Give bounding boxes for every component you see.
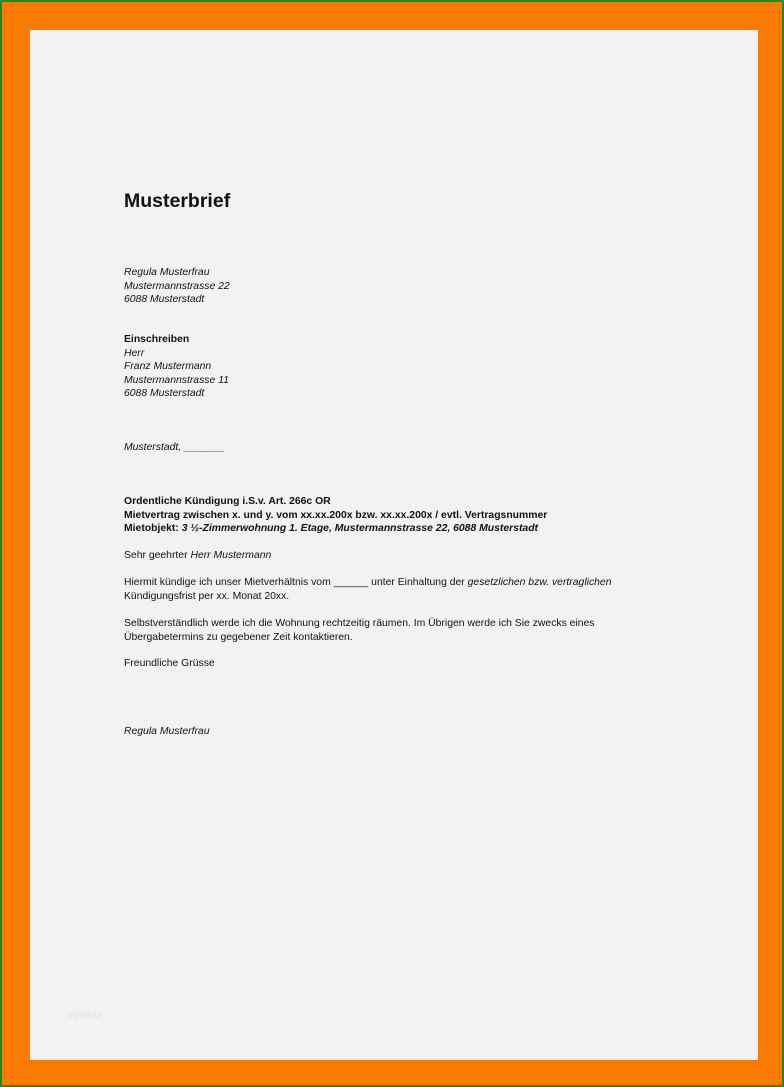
paragraph-1-text: Hiermit kündige ich unser Mietverhältnis vom ______ unter Einhaltung der: [124, 577, 468, 588]
orange-border-frame: [2, 2, 782, 1085]
recipient-address: [124, 333, 229, 401]
subject-line-1: Ordentliche Kündigung i.S.v. Art. 266c OR: [124, 496, 331, 507]
paragraph-handover: [124, 617, 595, 644]
subject-object-label: Mietobjekt:: [124, 523, 182, 535]
greeting-name: Herr Mustermann: [190, 550, 272, 561]
greeting-prefix: Sehr geehrter: [124, 550, 191, 561]
subject-line-2: Mietvertrag zwischen x. und y. vom xx.xx.200x bzw. xx.xx.200x / evtl. Vertragsnummer: [124, 509, 548, 521]
paragraph-termination: [124, 576, 611, 603]
recipient-street: Mustermannstrasse 11: [124, 374, 229, 386]
recipient-name: Franz Mustermann: [124, 361, 212, 373]
watermark: mymeltz: [68, 1010, 102, 1020]
recipient-salutation: Herr: [124, 347, 145, 359]
closing: Freundliche Grüsse: [124, 658, 215, 669]
greeting: [124, 549, 271, 563]
recipient-city: 6088 Musterstadt: [124, 388, 205, 400]
paragraph-1-line-1: [124, 576, 611, 590]
delivery-method: Einschreiben: [124, 334, 190, 345]
letter-page: [30, 30, 758, 1060]
subject-block: [124, 495, 547, 536]
sender-street: Mustermannstrasse 22: [124, 280, 230, 292]
paragraph-1-italic: gesetzlichen bzw. vertraglichen: [467, 577, 612, 588]
place-date: Musterstadt, _______: [124, 442, 225, 453]
sender-city: 6088 Musterstadt: [124, 294, 205, 306]
subject-object-value: 3 ½-Zimmerwohnung 1. Etage, Mustermannstrasse 22, 6088 Musterstadt: [181, 523, 539, 535]
subject-line-3: [124, 522, 547, 536]
sender-address: [124, 266, 230, 307]
paragraph-1-line-2: Kündigungsfrist per xx. Monat 20xx.: [124, 590, 290, 602]
paragraph-2-line-2: Übergabetermins zu gegebener Zeit kontaktieren.: [124, 631, 353, 643]
paragraph-2-line-1: Selbstverständlich werde ich die Wohnung rechtzeitig räumen. Im Übrigen werde ich Sie zwecks eines: [124, 618, 595, 629]
page-title: Musterbrief: [124, 190, 231, 212]
signature: Regula Musterfrau: [124, 726, 210, 737]
sender-name: Regula Musterfrau: [124, 267, 210, 278]
